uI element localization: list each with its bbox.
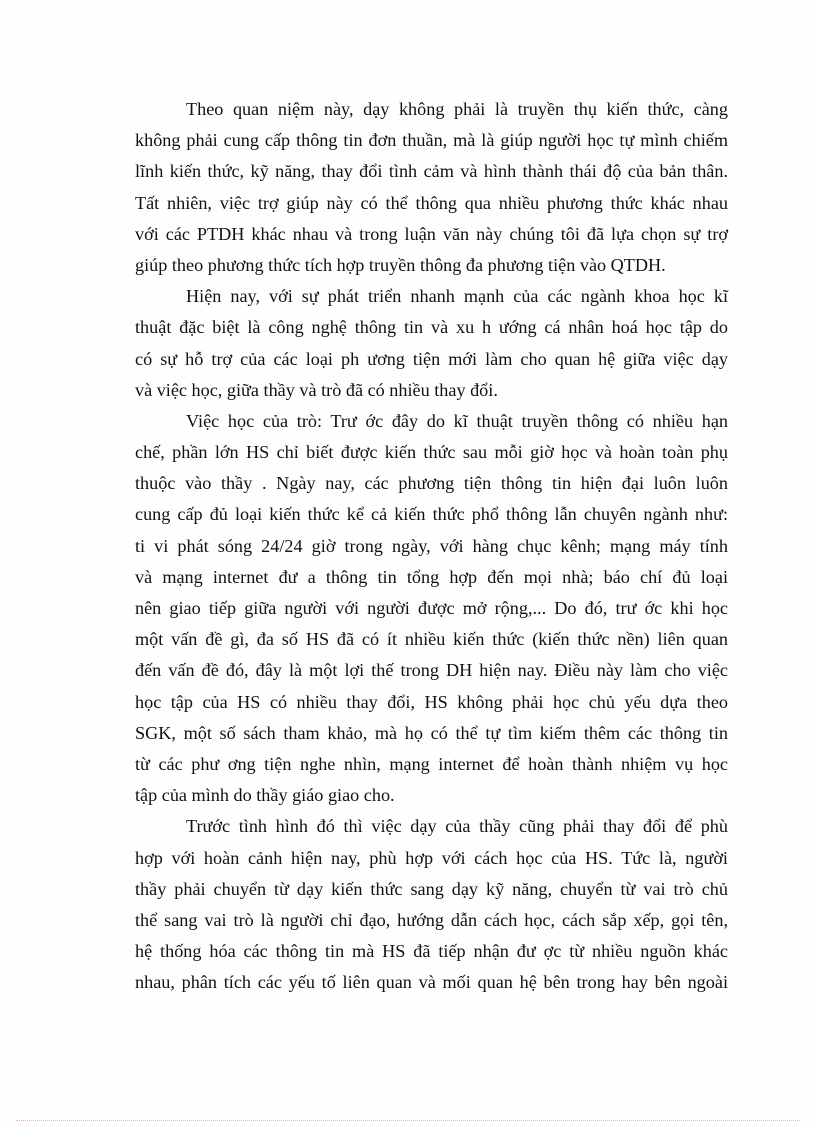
text-line: thuật đặc biệt là công nghệ thông tin và xu h ướng cá nhân hoá học tập do	[135, 317, 728, 338]
text-line: Việc học của trò: Trư ớc đây do kĩ thuật truyền thông có nhiều hạn	[186, 410, 728, 431]
text-line: học tập của HS có nhiều thay đổi, HS không phải học chủ yếu dựa theo	[135, 691, 728, 712]
text-line: chế, phần lớn HS chỉ biết được kiến thức sau mỗi giờ học và hoàn toàn phụ	[135, 442, 728, 463]
document-body	[135, 94, 728, 998]
text-line: Trước tình hình đó thì việc dạy của thầy cũng phải thay đổi để phù	[186, 816, 728, 837]
text-line: cung cấp đủ loại kiến thức kể cả kiến thức phổ thông lẫn chuyên ngành như:	[135, 504, 728, 525]
text-line: Tất nhiên, việc trợ giúp này có thể thông qua nhiều phương thức khác nhau	[135, 192, 728, 213]
text-line: thể sang vai trò là người chỉ đạo, hướng dẫn cách học, cách sắp xếp, gọi tên,	[135, 909, 728, 930]
text-line: thầy phải chuyển từ dạy kiến thức sang dạy kỹ năng, chuyển từ vai trò chủ	[135, 878, 728, 899]
text-line: và mạng internet đư a thông tin tổng hợp đến mọi nhà; báo chí đủ loại	[135, 566, 728, 587]
text-line: thuộc vào thầy . Ngày nay, các phương tiện thông tin hiện đại luôn luôn	[135, 473, 728, 494]
text-line: đến vấn đề đó, đây là một lợi thế trong DH hiện nay. Điều này làm cho việc	[135, 660, 728, 681]
text-line: SGK, một số sách tham khảo, mà họ có thể tự tìm kiếm thêm các thông tin	[135, 722, 728, 743]
text-line: hệ thống hóa các thông tin mà HS đã tiếp nhận đư ợc từ nhiều nguồn khác	[135, 941, 728, 962]
text-line: từ các phư ơng tiện nghe nhìn, mạng internet để hoàn thành nhiệm vụ học	[135, 753, 728, 774]
text-line: và việc học, giữa thầy và trò đã có nhiều thay đổi.	[135, 379, 498, 400]
text-line: ti vi phát sóng 24/24 giờ trong ngày, với hàng chục kênh; mạng máy tính	[135, 535, 728, 556]
text-line: với các PTDH khác nhau và trong luận văn này chúng tôi đã lựa chọn sự trợ	[135, 223, 728, 244]
paragraph-4	[135, 811, 728, 998]
paragraph-3	[135, 406, 728, 811]
text-line: hợp với hoàn cảnh hiện nay, phù hợp với cách học của HS. Tức là, người	[135, 847, 728, 868]
text-line: Theo quan niệm này, dạy không phải là truyền thụ kiến thức, càng	[186, 99, 728, 119]
text-line: lĩnh kiến thức, kỹ năng, thay đổi tình cảm và hình thành thái độ của bản thân.	[135, 161, 728, 182]
paragraph-1	[135, 94, 728, 281]
text-line: tập của mình do thầy giáo giao cho.	[135, 785, 395, 806]
paragraph-2	[135, 281, 728, 406]
text-line: một vấn đề gì, đa số HS đã có ít nhiều kiến thức (kiến thức nền) liên quan	[135, 629, 728, 650]
text-line: giúp theo phương thức tích hợp truyền thông đa phương tiện vào QTDH.	[135, 254, 666, 275]
text-line: có sự hỗ trợ của các loại ph ương tiện mới làm cho quan hệ giữa việc dạy	[135, 348, 728, 369]
text-line: không phải cung cấp thông tin đơn thuần, mà là giúp người học tự mình chiếm	[135, 130, 728, 151]
text-line: nhau, phân tích các yếu tố liên quan và mối quan hệ bên trong hay bên ngoài	[135, 972, 728, 993]
text-line: Hiện nay, với sự phát triển nhanh mạnh của các ngành khoa học kĩ	[186, 286, 728, 307]
text-line: nên giao tiếp giữa người với người được mở rộng,... Do đó, trư ớc khi học	[135, 598, 728, 618]
page-bottom-dotted-rule	[16, 1120, 800, 1121]
